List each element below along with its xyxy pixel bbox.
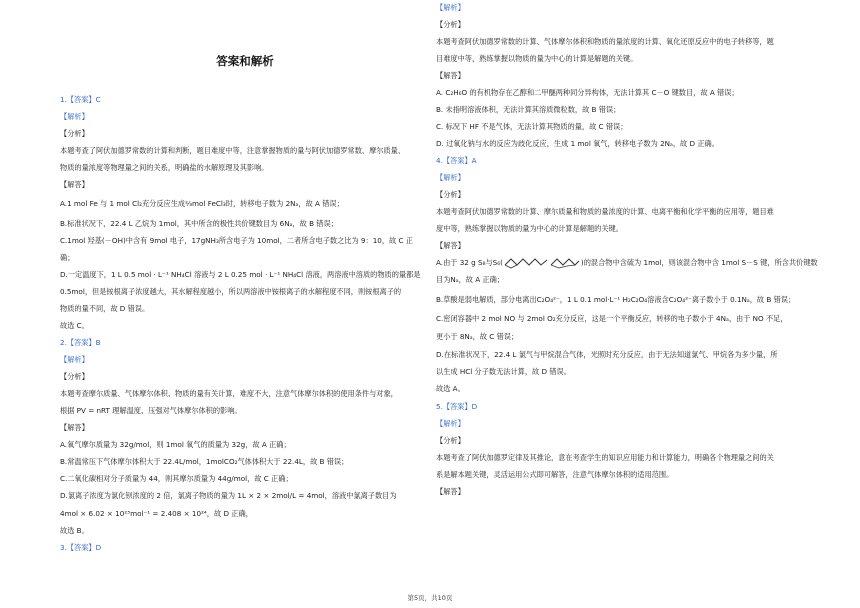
q1-option-c: 确； — [60, 253, 75, 262]
q5-answer-heading: 5.【答案】D — [436, 402, 478, 411]
q4-option-a: 目为Nₐ，故 A 正确； — [436, 275, 504, 284]
q4-analysis-line: 本题考查阿伏加德罗常数的计算、摩尔质量和物质的量浓度的计算、电离平衡和化学平衡的应用等，题目难 — [436, 207, 774, 216]
q3-analysis-line: 本题考查阿伏加德罗常数的计算、气体摩尔体积和物质的量浓度的计算、氧化还原反应中的电子转移等，题 — [436, 37, 774, 46]
q4-fenxi-label: 【分析】 — [436, 190, 465, 199]
q4-option-c: 更小于 8Nₐ，故 C 错误； — [436, 332, 519, 341]
q3-jiexi-label: 【解析】 — [436, 3, 465, 12]
page-footer: 第5页，共10页 — [407, 594, 453, 602]
q4-option-d: D.在标准状况下，22.4 L 氯气与甲烷混合气体，光照时充分反应，由于无法知道氯气、甲烷各为多少量，所 — [436, 350, 778, 359]
q4-option-a-text: )的混合物中含硫为 1mol，则该混合物中含 1mol S－S 键，所含共价键数 — [580, 258, 818, 267]
q5-jiexi-label: 【解析】 — [436, 419, 465, 428]
q3-option-c: C. 标况下 HF 不是气体，无法计算其物质的量，故 C 错误； — [436, 122, 628, 131]
q1-jieda-label: 【解答】 — [60, 180, 89, 189]
q5-analysis-line: 本题考查了阿伏加德罗定律及其推论，意在考查学生的知识应用能力和计算能力，明确各个物理量之间的关 — [436, 453, 774, 462]
q1-fenxi-label: 【分析】 — [60, 129, 89, 138]
q4-answer-heading: 4.【答案】A — [436, 156, 477, 165]
q3-option-d: D. 过氧化钠与水的反应为歧化反应，生成 1 mol 氧气，转移电子数为 2Nₐ，故 D 正确。 — [436, 139, 719, 148]
q4-option-d: 以生成 HCl 分子数无法计算，故 D 错误。 — [436, 367, 571, 376]
q1-conclusion: 故选 C。 — [60, 321, 89, 330]
q3-analysis-line: 目难度中等，熟练掌握以物质的量为中心的计算是解题的关键。 — [436, 54, 638, 63]
q1-option-d: 物质的量不同，故 D 错误。 — [60, 304, 150, 313]
q5-fenxi-label: 【分析】 — [436, 436, 465, 445]
q3-option-b: B. 未指明溶液体积，无法计算其溶质微粒数，故 B 错误； — [436, 105, 621, 114]
q2-option-a: A.氧气摩尔质量为 32g/mol，则 1mol 氧气的质量为 32g，故 A 正确； — [60, 440, 291, 449]
q1-analysis-line: 本题考查了阿伏加德罗常数的计算和判断，题目难度中等，注意掌握物质的量与阿伏加德罗常数、摩尔质量、 — [60, 146, 406, 155]
q1-answer-heading: 1.【答案】C — [60, 95, 101, 104]
q4-analysis-line: 度中等，熟练掌握以物质的量为中心的计算是解题的关键。 — [436, 224, 623, 233]
q1-option-a: A.1 mol Fe 与 1 mol Cl₂充分反应生成⅔mol FeCl₃时，转移电子数为 2Nₐ，故 A 错误； — [60, 199, 344, 208]
q2-option-b: B.常温常压下气体摩尔体积大于 22.4L/mol，1molCO₂气体体积大于 22.4L，故 B 错误； — [60, 457, 349, 466]
q3-fenxi-label: 【分析】 — [436, 20, 465, 29]
q2-option-d: 4mol × 6.02 × 10²³mol⁻¹ = 2.408 × 10²⁴，故 D 正确， — [60, 509, 253, 518]
s8-ring-structure-image — [503, 256, 581, 270]
q1-option-b: B.标准状况下，22.4 L 乙烷为 1mol，其中所含的极性共价键数目为 6Nₐ，故 B 错误； — [60, 219, 338, 228]
q4-jieda-label: 【解答】 — [436, 241, 465, 250]
q2-conclusion: 故选 B。 — [60, 526, 89, 535]
q1-option-d: 0.5mol，但是铵根离子浓度越大，其水解程度越小，所以两溶液中铵根离子的水解程度不同，则铵根离子的 — [60, 287, 402, 296]
q2-jiexi-label: 【解析】 — [60, 355, 89, 364]
q2-analysis-line: 本题考查摩尔质量、气体摩尔体积、物质的量有关计算，难度不大，注意气体摩尔体积的使用条件与对象， — [60, 389, 398, 398]
q2-fenxi-label: 【分析】 — [60, 372, 89, 381]
q4-option-a-text: A.由于 32 g S₈与S₆( — [436, 258, 503, 267]
q5-analysis-line: 系是解本题关键，灵活运用公式即可解答，注意气体摩尔体积的适用范围。 — [436, 470, 674, 479]
q5-jieda-label: 【解答】 — [436, 487, 465, 496]
q3-jieda-label: 【解答】 — [436, 71, 465, 80]
q4-conclusion: 故选 A。 — [436, 384, 465, 393]
q2-jieda-label: 【解答】 — [60, 423, 89, 432]
q4-jiexi-label: 【解析】 — [436, 173, 465, 182]
page-title: 答案和解析 — [216, 54, 274, 68]
q4-option-c: C.密闭容器中 2 mol NO 与 2mol O₂充分反应，这是一个平衡反应，转移的电子数小于 4Nₐ，由于 NO 不足， — [436, 314, 788, 323]
q1-analysis-line: 物质的量浓度等物理量之间的关系，明确盐的水解原理及其影响。 — [60, 163, 269, 172]
q2-analysis-line: 根据 PV = nRT 理解温度、压强对气体摩尔体积的影响。 — [60, 406, 242, 415]
q1-option-c: C.1mol 羟基(－OH)中含有 9mol 电子，17gNH₃所含电子为 10mol，二者所含电子数之比为 9：10，故 C 正 — [60, 236, 413, 245]
q4-option-b: B.草酸是弱电解质，部分电离出C₂O₄²⁻，1 L 0.1 mol·L⁻¹ H₂C₂O₄溶液含C₂O₄²⁻离子数小于 0.1Nₐ，故 B 错误； — [436, 295, 796, 304]
q4-option-a — [436, 256, 818, 270]
q3-answer-heading: 3.【答案】D — [60, 543, 102, 552]
q2-option-c: C.二氧化碳相对分子质量为 44，则其摩尔质量为 44g/mol，故 C 正确； — [60, 474, 293, 483]
q2-option-d: D.氯离子浓度为氯化钡浓度的 2 倍，氯离子物质的量为 1L × 2 × 2mol/L = 4mol，溶液中氯离子数目为 — [60, 491, 397, 500]
q2-answer-heading: 2.【答案】B — [60, 338, 101, 347]
q1-option-d: D.一定温度下，1 L 0.5 mol · L⁻¹ NH₄Cl 溶液与 2 L 0.25 mol · L⁻¹ NH₄Cl 溶液，两溶液中溶质的物质的量都是 — [60, 270, 421, 279]
q3-option-a: A. C₂H₆O 的有机物存在乙醇和二甲醚两种同分异构体，无法计算其 C－O 键数目，故 A 错误； — [436, 88, 739, 97]
q1-jiexi-label: 【解析】 — [60, 112, 89, 121]
